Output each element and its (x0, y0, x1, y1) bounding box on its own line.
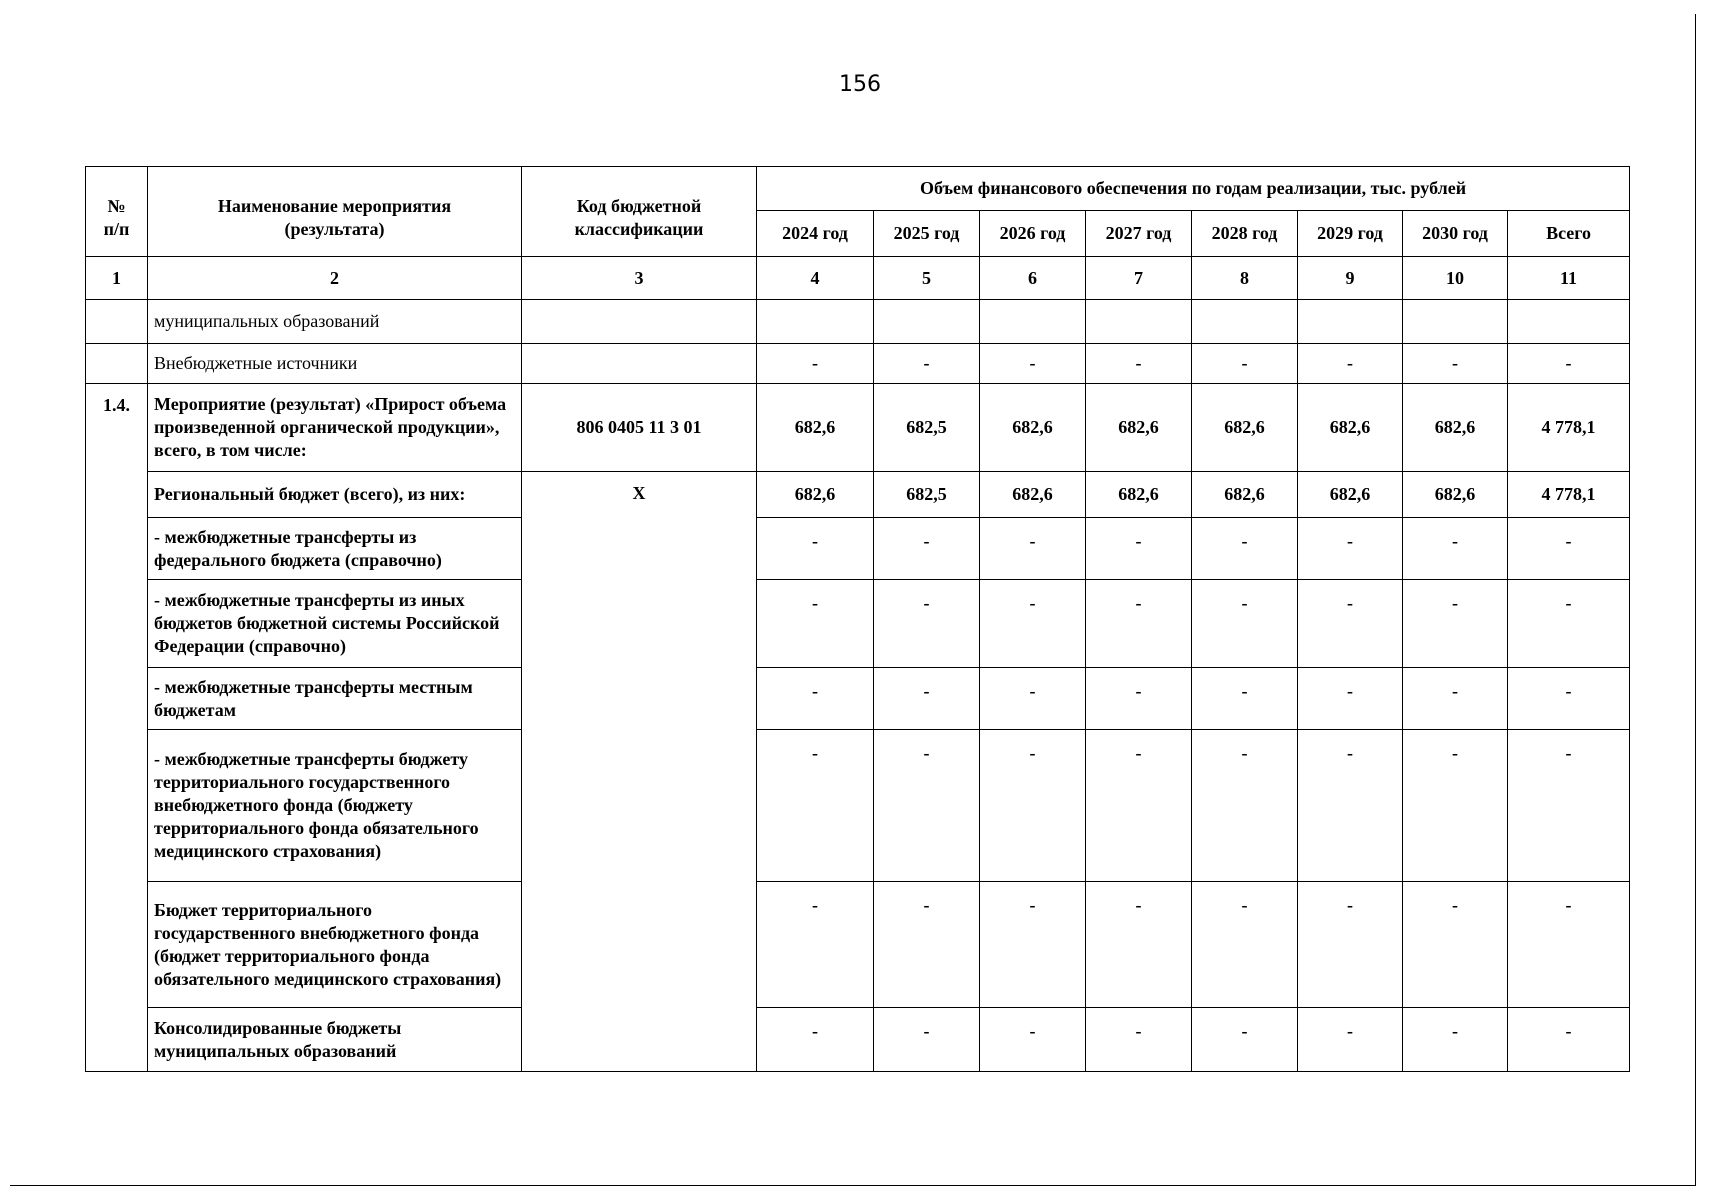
row-value-10: - (1403, 518, 1508, 580)
table-row (86, 472, 1630, 518)
header-year-6: 2030 год (1403, 211, 1508, 257)
row-value-7: 682,6 (1086, 384, 1192, 472)
table-row (86, 384, 1630, 472)
column-number-11: 11 (1508, 257, 1630, 300)
row-value-11: 4 778,1 (1508, 472, 1630, 518)
row-value-8: - (1192, 668, 1298, 730)
row-value-4: - (757, 882, 874, 1008)
row-value-7: - (1086, 882, 1192, 1008)
row-value-5: - (874, 668, 980, 730)
row-name: Внебюджетные источники (148, 344, 522, 384)
header-num: № п/п (86, 167, 148, 257)
row-value-8: 682,6 (1192, 384, 1298, 472)
row-code: X (522, 472, 757, 1072)
row-value-5: - (874, 344, 980, 384)
row-value-6: - (980, 1008, 1086, 1072)
row-value-7 (1086, 300, 1192, 344)
header-year-1: 2025 год (874, 211, 980, 257)
row-value-4: - (757, 580, 874, 668)
row-value-11: - (1508, 730, 1630, 882)
row-value-6: 682,6 (980, 472, 1086, 518)
row-value-7: - (1086, 344, 1192, 384)
budget-table (85, 166, 1630, 1072)
row-value-5: 682,5 (874, 472, 980, 518)
row-number (86, 300, 148, 344)
header-year-5: 2029 год (1298, 211, 1403, 257)
column-number-8: 8 (1192, 257, 1298, 300)
row-number: 1.4. (86, 384, 148, 1072)
row-value-6: - (980, 344, 1086, 384)
row-value-9: - (1298, 1008, 1403, 1072)
row-value-9: - (1298, 518, 1403, 580)
row-name: - межбюджетные трансферты бюджету территориального государственного внебюджетного фонда (бюджету территориального фонда обязательного медицинского страхования) (148, 730, 522, 882)
row-value-4: - (757, 344, 874, 384)
row-value-7: - (1086, 730, 1192, 882)
row-value-4: 682,6 (757, 384, 874, 472)
row-value-6 (980, 300, 1086, 344)
row-value-9: - (1298, 344, 1403, 384)
row-code (522, 300, 757, 344)
table-row (86, 580, 1630, 668)
row-value-8 (1192, 300, 1298, 344)
table-row (86, 518, 1630, 580)
row-value-11: - (1508, 882, 1630, 1008)
row-name: - межбюджетные трансферты местным бюджетам (148, 668, 522, 730)
row-value-5: - (874, 882, 980, 1008)
row-value-9 (1298, 300, 1403, 344)
row-value-5: - (874, 730, 980, 882)
row-value-9: - (1298, 668, 1403, 730)
row-value-10: - (1403, 344, 1508, 384)
header-year-3: 2027 год (1086, 211, 1192, 257)
column-number-9: 9 (1298, 257, 1403, 300)
row-value-4: - (757, 668, 874, 730)
row-value-10: - (1403, 580, 1508, 668)
row-code (522, 344, 757, 384)
table-row (86, 730, 1630, 882)
row-value-6: - (980, 580, 1086, 668)
column-number-7: 7 (1086, 257, 1192, 300)
table-row (86, 882, 1630, 1008)
row-value-10: - (1403, 882, 1508, 1008)
header-year-2: 2026 год (980, 211, 1086, 257)
row-value-7: - (1086, 1008, 1192, 1072)
row-value-9: 682,6 (1298, 384, 1403, 472)
row-value-5: - (874, 580, 980, 668)
row-name: Бюджет территориального государственного внебюджетного фонда (бюджет территориального фонда обязательного медицинского страхования) (148, 882, 522, 1008)
row-value-6: - (980, 730, 1086, 882)
row-value-4: - (757, 1008, 874, 1072)
row-value-4 (757, 300, 874, 344)
table-row (86, 300, 1630, 344)
row-number (86, 344, 148, 384)
column-number-1: 1 (86, 257, 148, 300)
row-value-6: - (980, 518, 1086, 580)
row-value-7: - (1086, 668, 1192, 730)
row-value-6: - (980, 882, 1086, 1008)
row-value-8: - (1192, 882, 1298, 1008)
row-name: муниципальных образований (148, 300, 522, 344)
row-name: Мероприятие (результат) «Прирост объема произведенной органической продукции», всего, в том числе: (148, 384, 522, 472)
header-year-0: 2024 год (757, 211, 874, 257)
row-value-8: - (1192, 518, 1298, 580)
row-value-7: - (1086, 580, 1192, 668)
row-value-8: - (1192, 344, 1298, 384)
row-value-10: - (1403, 730, 1508, 882)
row-value-8: - (1192, 730, 1298, 882)
row-value-7: 682,6 (1086, 472, 1192, 518)
row-code: 806 0405 11 3 01 (522, 384, 757, 472)
row-value-9: - (1298, 882, 1403, 1008)
column-number-6: 6 (980, 257, 1086, 300)
row-value-10: 682,6 (1403, 472, 1508, 518)
row-value-6: - (980, 668, 1086, 730)
row-name: - межбюджетные трансферты из иных бюджетов бюджетной системы Российской Федерации (справочно) (148, 580, 522, 668)
row-value-11: - (1508, 344, 1630, 384)
column-number-3: 3 (522, 257, 757, 300)
row-value-8: - (1192, 580, 1298, 668)
table-row (86, 344, 1630, 384)
row-value-10: - (1403, 1008, 1508, 1072)
row-name: Консолидированные бюджеты муниципальных образований (148, 1008, 522, 1072)
header-volume: Объем финансового обеспечения по годам реализации, тыс. рублей (757, 167, 1630, 211)
row-value-11: - (1508, 518, 1630, 580)
row-name: - межбюджетные трансферты из федерального бюджета (справочно) (148, 518, 522, 580)
row-value-5: - (874, 518, 980, 580)
row-value-9: 682,6 (1298, 472, 1403, 518)
row-value-4: - (757, 730, 874, 882)
row-value-8: 682,6 (1192, 472, 1298, 518)
row-value-9: - (1298, 580, 1403, 668)
row-value-5 (874, 300, 980, 344)
column-number-10: 10 (1403, 257, 1508, 300)
column-number-5: 5 (874, 257, 980, 300)
row-value-5: 682,5 (874, 384, 980, 472)
row-value-11 (1508, 300, 1630, 344)
row-value-7: - (1086, 518, 1192, 580)
header-year-4: 2028 год (1192, 211, 1298, 257)
row-value-11: - (1508, 668, 1630, 730)
row-value-4: - (757, 518, 874, 580)
row-value-10: 682,6 (1403, 384, 1508, 472)
table-row (86, 668, 1630, 730)
row-value-10: - (1403, 668, 1508, 730)
row-value-8: - (1192, 1008, 1298, 1072)
row-value-6: 682,6 (980, 384, 1086, 472)
row-value-5: - (874, 1008, 980, 1072)
header-name: Наименование мероприятия (результата) (148, 167, 522, 257)
row-value-11: 4 778,1 (1508, 384, 1630, 472)
header-code: Код бюджетной классификации (522, 167, 757, 257)
column-number-2: 2 (148, 257, 522, 300)
header-year-7: Всего (1508, 211, 1630, 257)
row-name: Региональный бюджет (всего), из них: (148, 472, 522, 518)
row-value-11: - (1508, 1008, 1630, 1072)
row-value-11: - (1508, 580, 1630, 668)
table-row (86, 1008, 1630, 1072)
row-value-10 (1403, 300, 1508, 344)
column-number-4: 4 (757, 257, 874, 300)
page-number: 156 (839, 72, 881, 97)
row-value-4: 682,6 (757, 472, 874, 518)
row-value-9: - (1298, 730, 1403, 882)
